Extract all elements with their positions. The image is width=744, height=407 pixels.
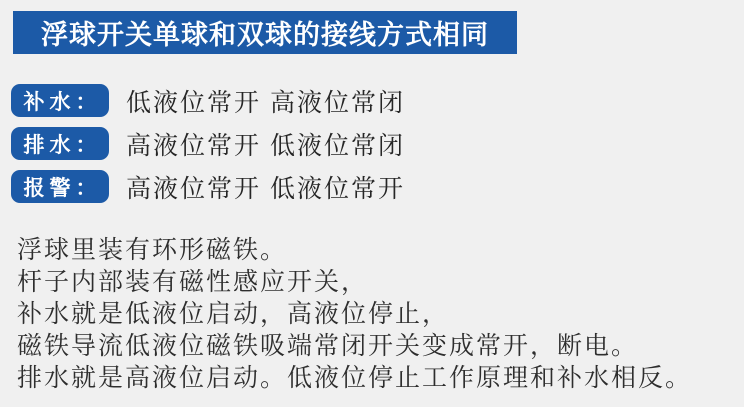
mode-row-alarm [11, 170, 405, 203]
mode-badge-water-supply: 补水： [11, 84, 109, 117]
mode-description-drainage: 高液位常开 低液位常闭 [126, 131, 405, 160]
paragraph-line-3: 补水就是低液位启动，高液位停止， [17, 300, 450, 328]
mode-row-drainage [11, 127, 405, 160]
mode-description-water-supply: 低液位常开 高液位常闭 [126, 88, 405, 117]
paragraph-line-2: 杆子内部装有磁性感应开关， [17, 268, 369, 296]
mode-row-water-supply [11, 84, 405, 117]
page-title: 浮球开关单球和双球的接线方式相同 [41, 20, 489, 50]
paragraph-line-1: 浮球里装有环形磁铁。 [17, 236, 288, 264]
mode-description-alarm: 高液位常开 低液位常开 [126, 174, 405, 203]
mode-badge-alarm: 报警： [11, 170, 109, 203]
paragraph-line-5: 排水就是高液位启动。低液位停止工作原理和补水相反。 [17, 364, 693, 392]
header-banner [13, 11, 517, 54]
paragraph-line-4: 磁铁导流低液位磁铁吸端常闭开关变成常开，断电。 [17, 332, 639, 360]
mode-badge-drainage: 排水： [11, 127, 109, 160]
explanation-paragraph [17, 234, 737, 394]
